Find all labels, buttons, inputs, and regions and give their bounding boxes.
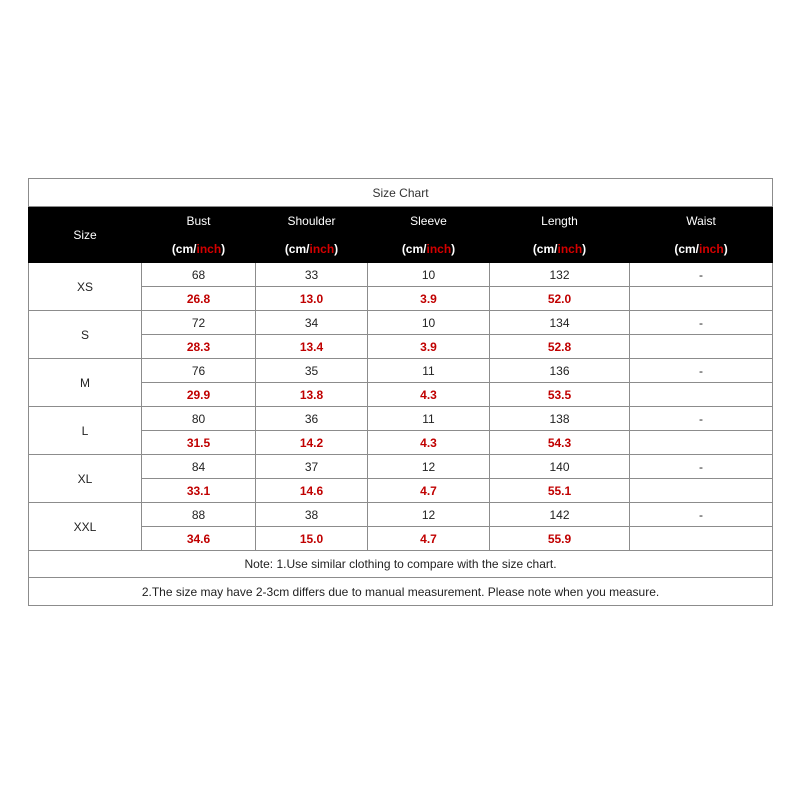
header-row (29, 207, 773, 235)
table-row-cm (29, 407, 773, 431)
sleeve-inch-value: 3.9 (368, 287, 490, 311)
chart-title: Size Chart (29, 179, 773, 207)
shoulder-cm-value: 36 (256, 407, 368, 431)
shoulder-inch-value: 13.8 (256, 383, 368, 407)
length-column-header: Length (490, 207, 630, 235)
size-label: M (29, 359, 142, 407)
title-row (29, 179, 773, 207)
size-chart-table (28, 178, 773, 606)
shoulder-cm-value: 38 (256, 503, 368, 527)
sleeve-cm-value: 10 (368, 311, 490, 335)
size-label: XL (29, 455, 142, 503)
bust-inch-value: 29.9 (142, 383, 256, 407)
bust-cm-value: 84 (142, 455, 256, 479)
waist-inch-value (630, 335, 773, 359)
waist-cm-value: - (630, 311, 773, 335)
length-inch-value: 55.1 (490, 479, 630, 503)
waist-cm-value: - (630, 263, 773, 287)
table-row-cm (29, 359, 773, 383)
waist-inch-value (630, 431, 773, 455)
sleeve-column-header: Sleeve (368, 207, 490, 235)
table-row-cm (29, 263, 773, 287)
shoulder-cm-value: 35 (256, 359, 368, 383)
sleeve-cm-value: 10 (368, 263, 490, 287)
length-cm-value: 138 (490, 407, 630, 431)
shoulder-inch-value: 13.4 (256, 335, 368, 359)
sleeve-inch-value: 4.7 (368, 527, 490, 551)
length-cm-value: 140 (490, 455, 630, 479)
shoulder-cm-value: 33 (256, 263, 368, 287)
waist-inch-value (630, 479, 773, 503)
table-row-cm (29, 503, 773, 527)
waist-cm-value: - (630, 503, 773, 527)
shoulder-inch-value: 14.2 (256, 431, 368, 455)
shoulder-inch-value: 15.0 (256, 527, 368, 551)
waist-inch-value (630, 383, 773, 407)
length-cm-value: 142 (490, 503, 630, 527)
shoulder-cm-value: 34 (256, 311, 368, 335)
sleeve-cm-value: 12 (368, 455, 490, 479)
bust-cm-value: 76 (142, 359, 256, 383)
shoulder-cm-value: 37 (256, 455, 368, 479)
note-row (29, 551, 773, 578)
waist-cm-value: - (630, 359, 773, 383)
unit-label: (cm/inch) (368, 235, 490, 263)
size-label: XXL (29, 503, 142, 551)
size-label: XS (29, 263, 142, 311)
bust-cm-value: 80 (142, 407, 256, 431)
sleeve-cm-value: 11 (368, 407, 490, 431)
waist-cm-value: - (630, 407, 773, 431)
length-inch-value: 54.3 (490, 431, 630, 455)
bust-inch-value: 26.8 (142, 287, 256, 311)
sleeve-inch-value: 4.7 (368, 479, 490, 503)
sleeve-inch-value: 4.3 (368, 383, 490, 407)
size-label: S (29, 311, 142, 359)
table-row-cm (29, 311, 773, 335)
length-inch-value: 52.0 (490, 287, 630, 311)
bust-inch-value: 31.5 (142, 431, 256, 455)
sleeve-cm-value: 12 (368, 503, 490, 527)
length-cm-value: 134 (490, 311, 630, 335)
bust-cm-value: 68 (142, 263, 256, 287)
length-inch-value: 53.5 (490, 383, 630, 407)
shoulder-inch-value: 14.6 (256, 479, 368, 503)
unit-label: (cm/inch) (142, 235, 256, 263)
unit-label: (cm/inch) (490, 235, 630, 263)
shoulder-inch-value: 13.0 (256, 287, 368, 311)
unit-label: (cm/inch) (630, 235, 773, 263)
sleeve-inch-value: 3.9 (368, 335, 490, 359)
waist-cm-value: - (630, 455, 773, 479)
bust-inch-value: 34.6 (142, 527, 256, 551)
note-row (29, 578, 773, 606)
bust-column-header: Bust (142, 207, 256, 235)
bust-cm-value: 72 (142, 311, 256, 335)
length-cm-value: 136 (490, 359, 630, 383)
waist-column-header: Waist (630, 207, 773, 235)
sleeve-inch-value: 4.3 (368, 431, 490, 455)
bust-cm-value: 88 (142, 503, 256, 527)
bust-inch-value: 33.1 (142, 479, 256, 503)
length-cm-value: 132 (490, 263, 630, 287)
note-2: 2.The size may have 2-3cm differs due to manual measurement. Please note when you measure. (29, 578, 773, 606)
length-inch-value: 52.8 (490, 335, 630, 359)
waist-inch-value (630, 527, 773, 551)
bust-inch-value: 28.3 (142, 335, 256, 359)
table-row-cm (29, 455, 773, 479)
length-inch-value: 55.9 (490, 527, 630, 551)
note-1: Note: 1.Use similar clothing to compare with the size chart. (29, 551, 773, 578)
size-label: L (29, 407, 142, 455)
size-column-header: Size (29, 207, 142, 263)
unit-label: (cm/inch) (256, 235, 368, 263)
shoulder-column-header: Shoulder (256, 207, 368, 235)
waist-inch-value (630, 287, 773, 311)
sleeve-cm-value: 11 (368, 359, 490, 383)
